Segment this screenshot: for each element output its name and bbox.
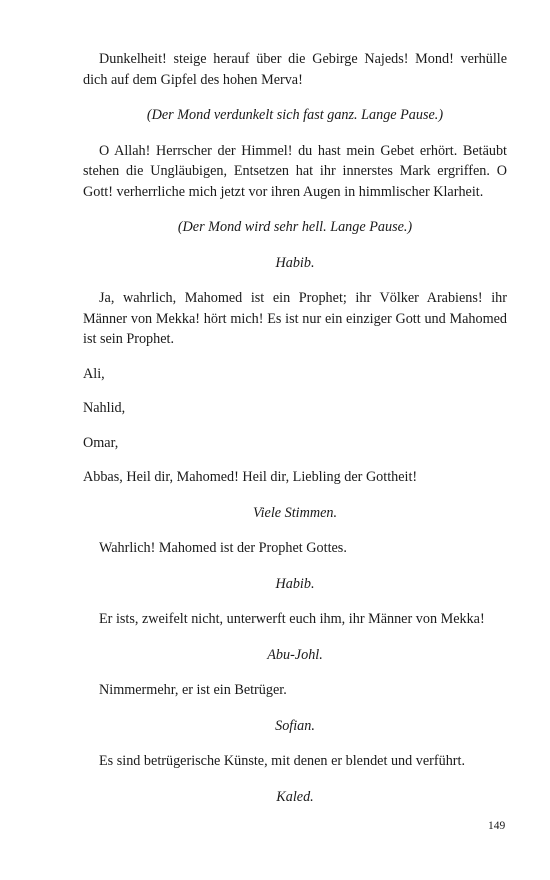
speaker-kaled: Kaled. bbox=[276, 788, 314, 805]
speaker-habib: Habib. bbox=[275, 254, 315, 271]
speaker-ali: Ali, bbox=[83, 365, 105, 382]
speaker-nahlid: Nahlid, bbox=[83, 400, 126, 416]
paragraph-wahrlich: Wahrlich! Mahomed ist der Prophet Gottes. bbox=[99, 540, 347, 556]
stage-direction-moon-bright: (Der Mond wird sehr hell. Lange Pause.) bbox=[177, 219, 413, 235]
paragraph-nimmermehr: Nimmermehr, er ist ein Betrüger. bbox=[99, 682, 287, 698]
speaker-omar: Omar, bbox=[83, 434, 119, 451]
paragraph-allah-prayer: O Allah! Herrscher der Himmel! du hast mein Gebet erhört. Betäubt stehen die Ungläubigen, Entsetzen hat ihr innerstes Mark ergriffen. O Gott! verherrliche mich jetzt vor ihren Augen in himmlischer Klarheit. bbox=[83, 142, 507, 200]
paragraph-kuenste: Es sind betrügerische Künste, mit denen er blendet und verführt. bbox=[99, 753, 466, 769]
speaker-abu-johl: Abu-Johl. bbox=[267, 646, 323, 663]
page-body bbox=[83, 49, 507, 807]
speaker-habib-2: Habib. bbox=[275, 575, 315, 592]
paragraph-habib-prophet: Ja, wahrlich, Mahomed ist ein Prophet; ihr Völker Arabiens! ihr Männer von Mekka! hört mich! Es ist nur ein einziger Gott und Mahomed ist sein Prophet. bbox=[83, 290, 507, 347]
speaker-sofian: Sofian. bbox=[275, 717, 315, 734]
paragraph-darkness: Dunkelheit! steige herauf über die Gebirge Najeds! Mond! verhülle dich auf dem Gipfel des hohen Merva! bbox=[83, 51, 507, 88]
stage-direction-moon-dark: (Der Mond verdunkelt sich fast ganz. Lange Pause.) bbox=[146, 107, 444, 123]
page-number: 149 bbox=[488, 820, 506, 832]
paragraph-er-ists: Er ists, zweifelt nicht, unterwerft euch ihm, ihr Männer von Mekka! bbox=[99, 611, 485, 627]
paragraph-abbas: Abbas, Heil dir, Mahomed! Heil dir, Liebling der Gottheit! bbox=[83, 469, 418, 485]
speaker-viele-stimmen: Viele Stimmen. bbox=[252, 504, 338, 521]
